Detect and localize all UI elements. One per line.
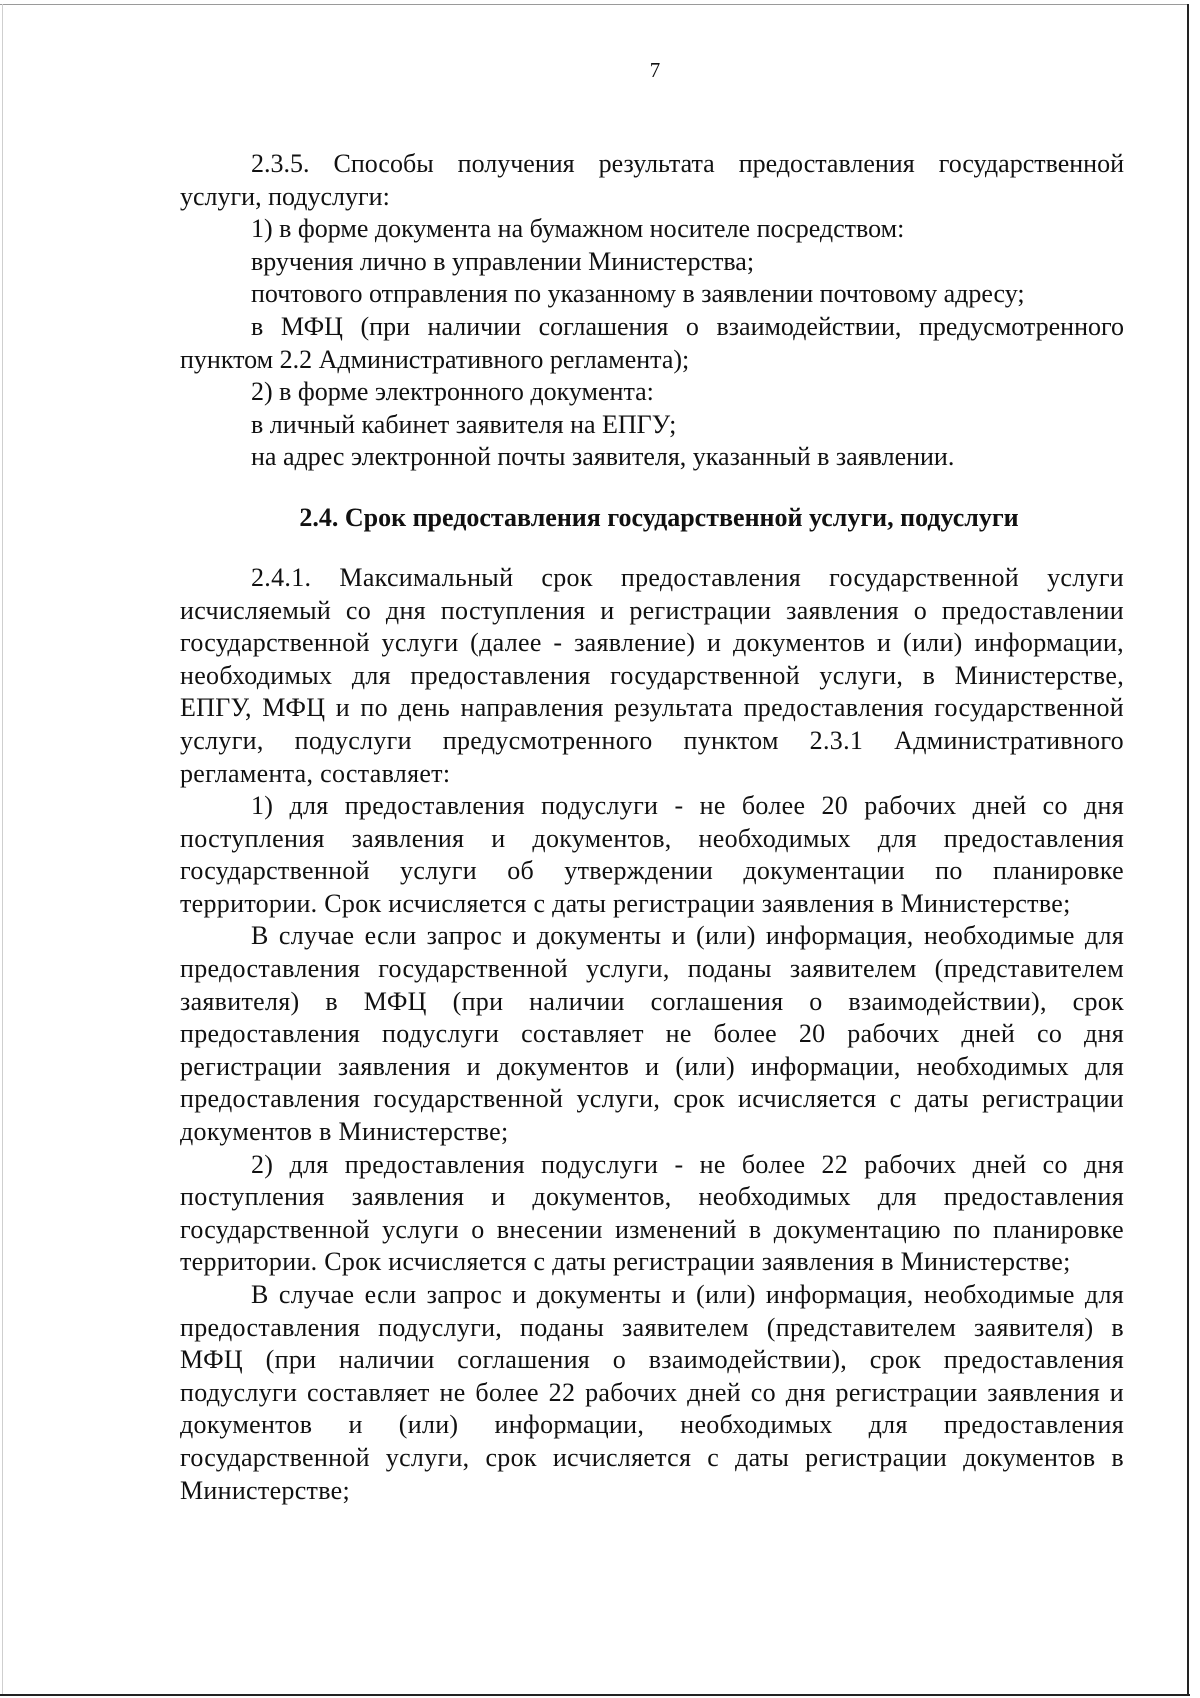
paragraph-mfc-22-days: В случае если запрос и документы и (или) информация, необходимые для предоставления подуслуги, поданы заявителем (представителем заявителя) в МФЦ (при наличии соглашения о взаимодействии), срок предоставления подуслуги составляет не более 22 рабочих дней со дня регистрации заявления и документов и (или) информации, необходимых для предоставления государственной услуги, срок исчисляется с даты регистрации документов в Министерстве; — [180, 1280, 1124, 1505]
list-item-mfc: в МФЦ (при наличии соглашения о взаимодействии, предусмотренного пунктом 2.2 Административного регламента); — [180, 311, 1124, 374]
paragraph-2-3-5: 2.3.5. Способы получения результата предоставления государственной услуги, подуслуги: — [180, 149, 1124, 211]
page-number: 7 — [649, 58, 661, 82]
paragraph-2-4-1: 2.4.1. Максимальный срок предоставления государственной услуги исчисляемый со дня поступления и регистрации заявления о предоставлении государственной услуги (далее - заявление) и документов и (или) информации, необходимых для предоставления государственной услуги, в Министерстве, ЕПГУ, МФЦ и по день направления результата предоставления государственной услуги, подуслуги предусмотренного пунктом 2.3.1 Административного регламента, составляет: — [180, 562, 1124, 788]
list-item-email: на адрес электронной почты заявителя, указанный в заявлении. — [251, 442, 955, 472]
scan-edge-right — [1187, 4, 1189, 1694]
scan-edge-left — [2, 4, 3, 1694]
document-body — [180, 148, 1124, 1507]
list-item-electronic-form: 2) в форме электронного документа: — [251, 377, 654, 407]
section-heading-2-4: 2.4. Срок предоставления государственной услуги, подуслуги — [299, 502, 1019, 532]
list-item-epgu-cabinet: в личный кабинет заявителя на ЕПГУ; — [251, 409, 677, 439]
list-item-in-person: вручения лично в управлении Министерства; — [251, 246, 755, 276]
scan-edge-bottom — [0, 1694, 1190, 1696]
list-item-paper-form: 1) в форме документа на бумажном носителе посредством: — [251, 214, 905, 244]
paragraph-subservice-22-days: 2) для предоставления подуслуги - не более 22 рабочих дней со дня поступления заявления и документов, необходимых для предоставления государственной услуги о внесении изменений в документацию по планировке территории. Срок исчисляется с даты регистрации заявления в Министерстве; — [180, 1149, 1124, 1277]
scan-edge-top — [0, 4, 1188, 5]
paragraph-mfc-20-days: В случае если запрос и документы и (или) информация, необходимые для предоставления государственной услуги, поданы заявителем (представителем заявителя) в МФЦ (при наличии соглашения о взаимодействии), срок предоставления подуслуги составляет не более 20 рабочих дней со дня регистрации заявления и документов и (или) информации, необходимых для предоставления государственной услуги, срок исчисляется с даты регистрации документов в Министерстве; — [180, 921, 1124, 1147]
list-item-postal: почтового отправления по указанному в заявлении почтовому адресу; — [251, 279, 1025, 309]
paragraph-subservice-20-days: 1) для предоставления подуслуги - не более 20 рабочих дней со дня поступления заявления и документов, необходимых для предоставления государственной услуги об утверждении документации по планировке территории. Срок исчисляется с даты регистрации заявления в Министерстве; — [180, 791, 1124, 918]
